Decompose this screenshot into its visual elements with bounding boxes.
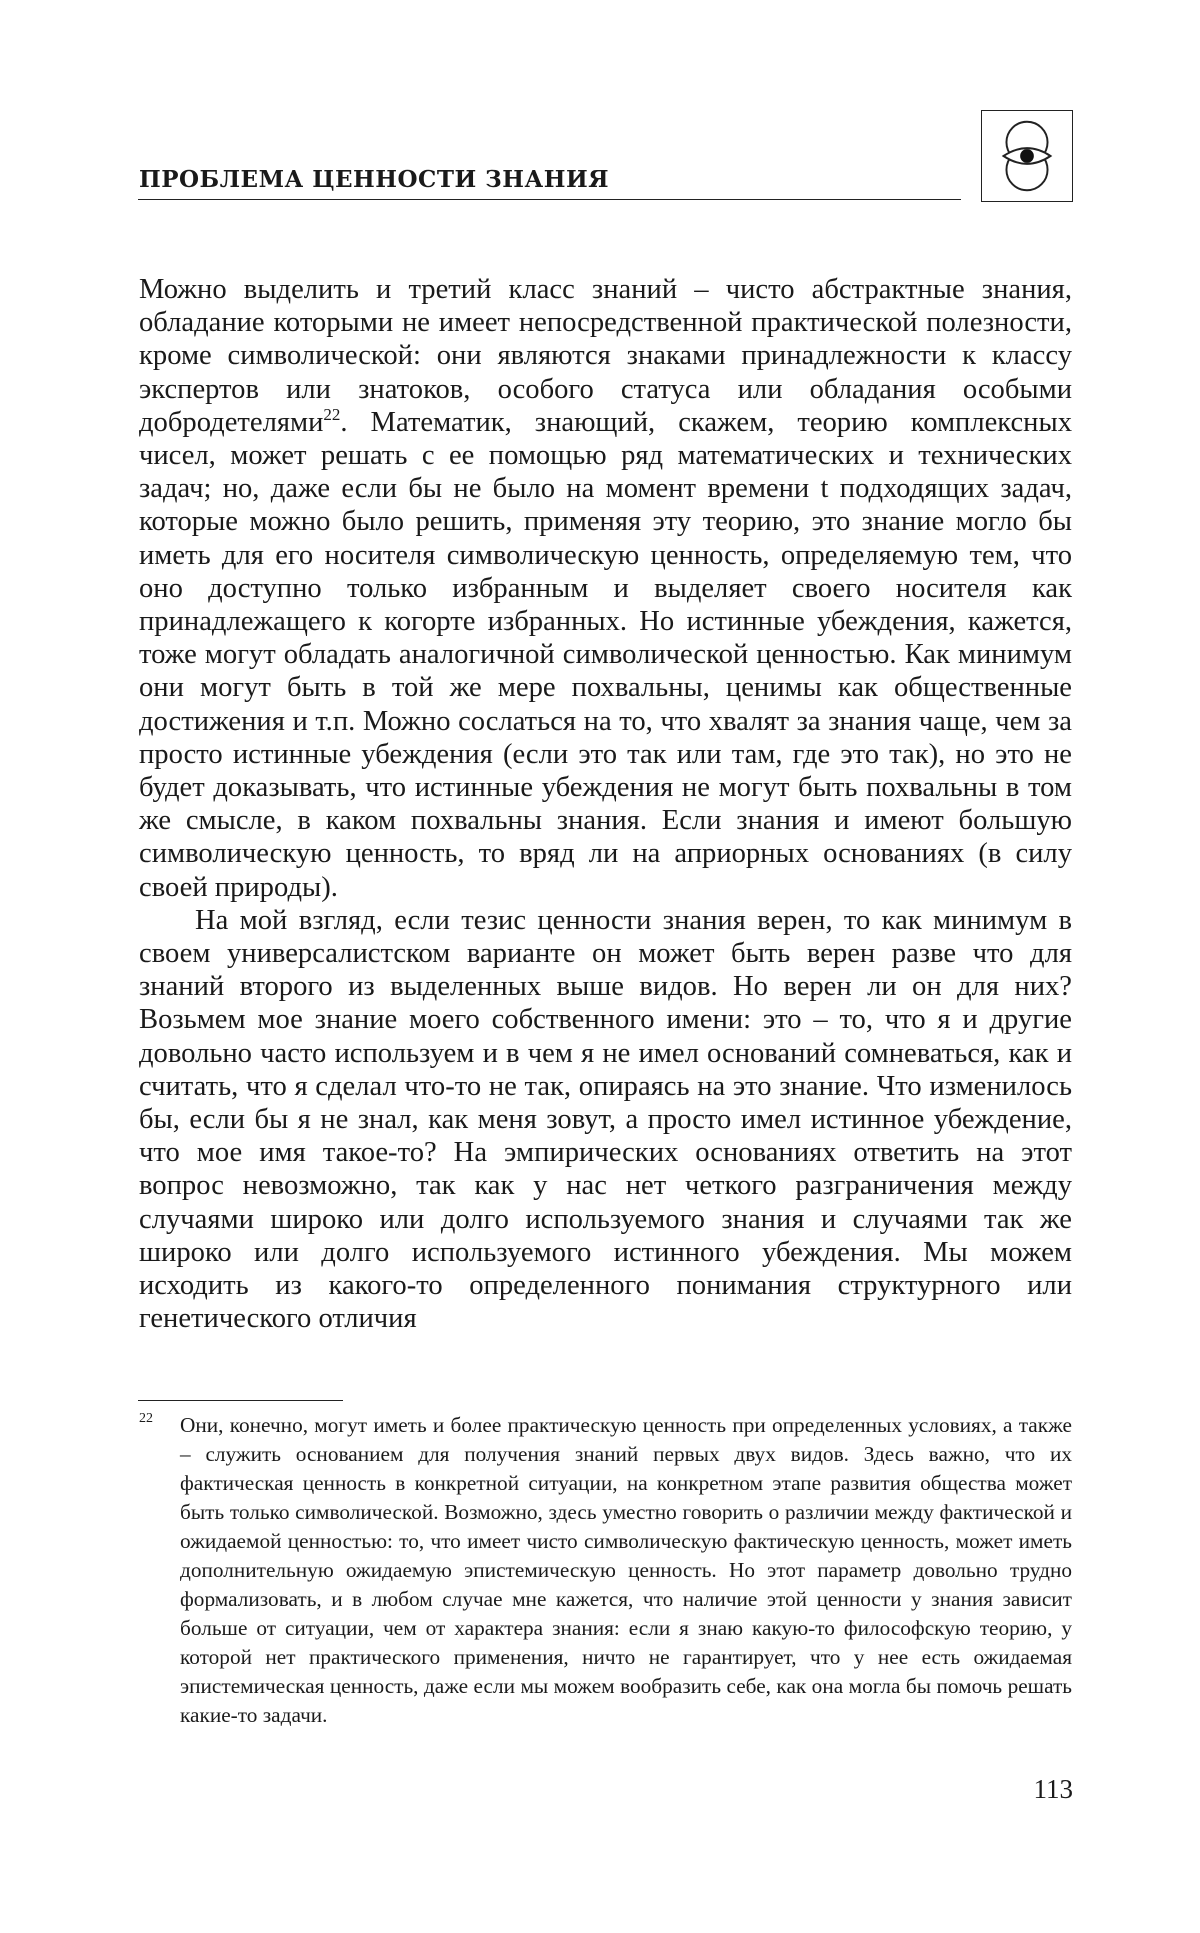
footnote-text: Они, конечно, могут иметь и более практическую ценность при определенных условиях, а также – служить основанием для получения знаний первых двух видов. Здесь важно, что их фактическая ценность в конкретной ситуации, на конкретном этапе развития общества может быть только символической. Возможно, здесь уместно говорить о различии между фактической и ожидаемой ценностью: то, что имеет чисто символическую фактическую ценность, может иметь дополнительную ожидаемую эпистемическую ценность. Но этот параметр довольно трудно формализовать, и в любом случае мне кажется, что наличие этой ценности у знания зависит больше от ситуации, чем от характера знания: если я знаю какую-то философскую теорию, у которой нет практического применения, ничто не гарантирует, что у нее есть ожидаемая эпистемическая ценность, даже если мы можем вообразить себе, как она могла бы помочь решать какие-то задачи. bbox=[180, 1413, 1072, 1727]
footnote-ref[interactable]: 22 bbox=[323, 404, 341, 424]
running-header-title: ПРОБЛЕМА ЦЕННОСТИ ЗНАНИЯ bbox=[139, 166, 609, 193]
footnote-rule bbox=[138, 1400, 343, 1401]
footnote-number: 22 bbox=[139, 1411, 153, 1426]
main-text bbox=[139, 273, 1072, 1336]
page-number: 113 bbox=[1033, 1774, 1073, 1804]
eye-in-circles-icon bbox=[981, 110, 1073, 202]
header-rule bbox=[138, 199, 961, 200]
paragraph-2: На мой взгляд, если тезис ценности знания верен, то как минимум в своем универсалистском варианте он может быть верен разве что для знаний второго из выделенных выше видов. Но верен ли он для них? Возьмем мое знание моего собственного имени: это – то, что я и другие довольно часто используем и в чем я не имел оснований сомневаться, как и считать, что я сделал что-то не так, опираясь на это знание. Что изменилось бы, если бы я не знал, как меня зовут, а просто имел истинное убеждение, что мое имя такое-то? На эмпирических основаниях ответить на этот вопрос невозможно, так как у нас нет четкого разграничения между случаями широко или долго используемого знания и случаями так же широко или долго используемого истинного убеждения. Мы можем исходить из какого-то определенного понимания структурного или генетического отличия bbox=[139, 904, 1072, 1335]
paragraph-1: Можно выделить и третий класс знаний – чисто абстрактные знания, обладание которыми не имеет непосредственной практической полезности, кроме символической: они являются знаками принадлежности к классу экспертов или знатоков, особого статуса или обладания особыми добродетелями$^{22}$. Математик, знающий, скажем, теорию комплексных чисел, может решать с ее помощью ряд математических и технических задач; но, даже если бы не было на момент времени t подходящих задач, которые можно было решить, применяя эту теорию, это знание могло бы иметь для его носителя символическую ценность, определяемую тем, что оно доступно только избранным и выделяет своего носителя как принадлежащего к когорте избранных. Но истинные убеждения, кажется, тоже могут обладать аналогичной символической ценностью. Как минимум они могут быть в той же мере похвальны, ценимы как общественные достижения и т.п. Можно сослаться на то, что хвалят за знания чаще, чем за просто истинные убеждения (если это так или там, где это так), но это не будет доказывать, что истинные убеждения не могут быть похвальны в том же смысле, в каком похвальны знания. Если знания и имеют большую символическую ценность, то вряд ли на априорных основаниях (в силу своей природы). bbox=[139, 274, 1072, 903]
